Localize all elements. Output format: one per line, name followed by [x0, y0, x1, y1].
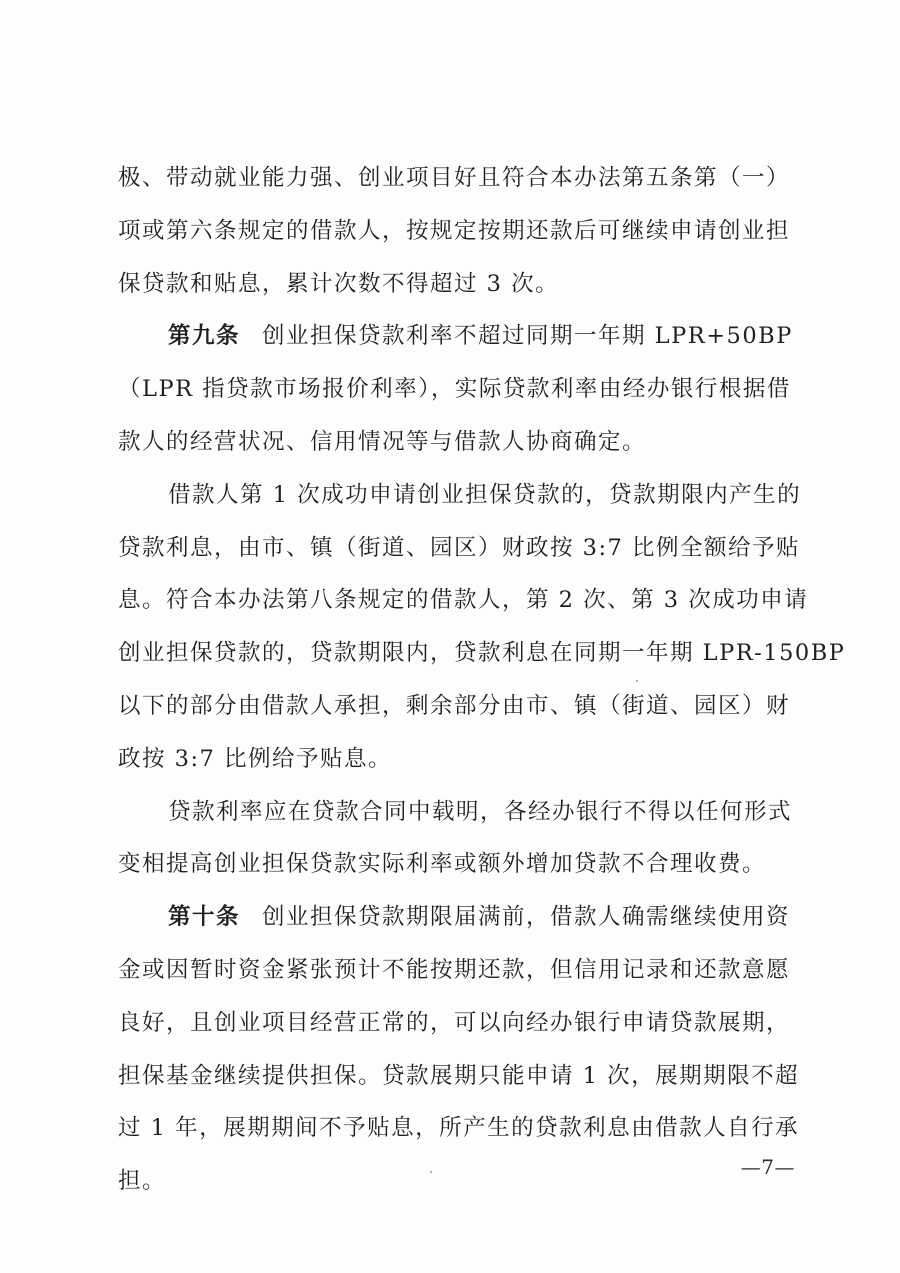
- text-line: 息。符合本办法第八条规定的借款人，第 2 次、第 3 次成功申请: [118, 587, 809, 614]
- article-9-text: 创业担保贷款利率不超过同期一年期 LPR+50BP: [262, 323, 793, 350]
- text-line: 极、带动就业能力强、创业项目好且符合本办法第五条第（一）: [118, 165, 791, 191]
- scan-speck: [636, 680, 638, 682]
- text-line: 担保基金继续提供担保。贷款展期只能申请 1 次，展期期限不超: [118, 1062, 800, 1089]
- text-line: 借款人第 1 次成功申请创业担保贷款的，贷款期限内产生的: [168, 481, 802, 508]
- text-line: 贷款利率应在贷款合同中载明，各经办银行不得以任何形式: [168, 798, 793, 825]
- text-line: （LPR 指贷款市场报价利率），实际贷款利率由经办银行根据借: [118, 376, 791, 403]
- page-number: —7—: [740, 1155, 795, 1179]
- text-line: 项或第六条规定的借款人，按规定按期还款后可继续申请创业担: [118, 217, 791, 244]
- paragraph-contract-rate: [118, 786, 793, 892]
- paragraph-interest-subsidy: [118, 469, 846, 786]
- article-10-title: 第十条: [168, 904, 241, 931]
- text-line: 以下的部分由借款人承担，剩余部分由市、镇（街道、园区）财: [118, 692, 791, 719]
- article-10-text: 创业担保贷款期限届满前，借款人确需继续使用资: [262, 904, 791, 931]
- text-line: 良好，且创业项目经营正常的，可以向经办银行申请贷款展期，: [118, 1009, 791, 1036]
- article-10-first-line: [118, 891, 791, 944]
- article-9: [118, 310, 793, 468]
- text-line: 变相提高创业担保贷款实际利率或额外增加贷款不合理收费。: [118, 851, 767, 878]
- article-10: [118, 891, 800, 1208]
- text-line: 政按 3:7 比例给予贴息。: [118, 745, 393, 772]
- text-line: 担。: [118, 1168, 167, 1195]
- text-line: 过 1 年，展期期间不予贴息，所产生的贷款利息由借款人自行承: [118, 1115, 800, 1142]
- article-9-title: 第九条: [168, 323, 241, 350]
- text-line: 款人的经营状况、信用情况等与借款人协商确定。: [118, 428, 647, 455]
- text-line: 创业担保贷款的，贷款期限内，贷款利息在同期一年期 LPR-150BP: [118, 640, 846, 667]
- text-line: 贷款利息，由市、镇（街道、园区）财政按 3:7 比例全额给予贴: [118, 534, 801, 561]
- document-body: [118, 152, 846, 1208]
- text-line: 保贷款和贴息，累计次数不得超过 3 次。: [118, 270, 560, 297]
- scan-speck: [430, 1171, 432, 1173]
- text-line: 金或因暂时资金紧张预计不能按期还款，但信用记录和还款意愿: [118, 956, 791, 983]
- article-9-first-line: [118, 310, 793, 363]
- paragraph-continuation: [118, 152, 791, 310]
